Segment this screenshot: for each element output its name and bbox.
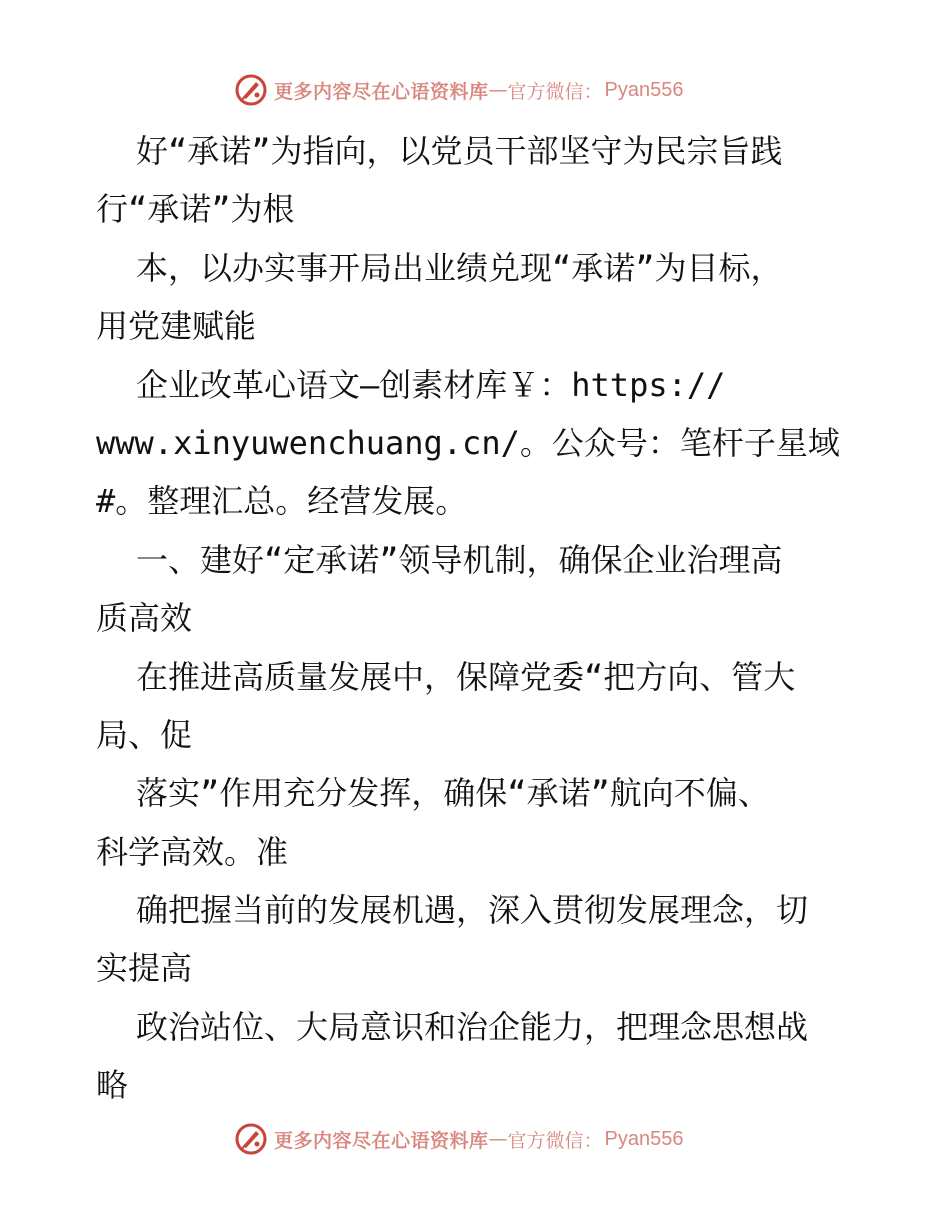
text-line: 实提高 [96, 949, 193, 988]
watermark-wechat-label: 官方微信： [507, 1129, 603, 1152]
text-line: 确把握当前的发展机遇，深入贯彻发展理念，切 [136, 891, 809, 930]
watermark-wechat-label: 官方微信： [507, 80, 603, 103]
text-line: 在推进高质量发展中，保障党委“把方向、管大 [136, 657, 796, 696]
watermark-wechat-id: Pyan556 [604, 78, 684, 101]
text-line: www.xinyuwenchuang.cn/。公众号：笔杆子星域 [96, 423, 840, 462]
document-body [96, 122, 866, 1115]
header-watermark [234, 70, 734, 110]
quill-logo-icon [234, 73, 268, 107]
watermark-separator: — [488, 1128, 508, 1150]
section-heading: 一、建好“定承诺”领导机制，确保企业治理高 [136, 540, 783, 579]
watermark-separator: — [488, 79, 508, 101]
quill-logo-icon [234, 1122, 268, 1156]
watermark-title: 更多内容尽在心语资料库 [274, 80, 489, 103]
watermark-wechat-id: Pyan556 [604, 1127, 684, 1150]
text-line: 行“承诺”为根 [96, 190, 295, 229]
text-line: 政治站位、大局意识和治企能力，把理念思想战 [136, 1007, 809, 1046]
text-line: 科学高效。准 [96, 832, 289, 871]
text-line: 落实”作用充分发挥，确保“承诺”航向不偏、 [136, 774, 770, 813]
watermark-title: 更多内容尽在心语资料库 [274, 1129, 489, 1152]
text-line: #。整理汇总。经营发展。 [96, 482, 468, 521]
text-line: 局、促 [96, 715, 193, 754]
text-line: 本，以办实事开局出业绩兑现“承诺”为目标， [136, 248, 783, 287]
text-line: 好“承诺”为指向，以党员干部坚守为民宗旨践 [136, 132, 783, 170]
text-line: 略 [96, 1066, 129, 1105]
section-heading-cont: 质高效 [96, 599, 193, 638]
text-line: 企业改革心语文—创素材库￥：https:// [136, 365, 726, 404]
text-line: 用党建赋能 [96, 307, 257, 346]
footer-watermark [234, 1119, 734, 1159]
